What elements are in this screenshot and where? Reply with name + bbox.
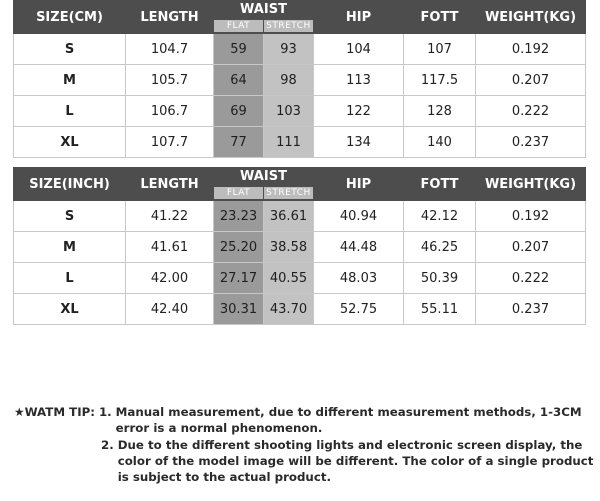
tip-item-number: 1. [98, 405, 112, 419]
table-header-row [14, 168, 586, 201]
weight-column-header: WEIGHT(KG) [476, 168, 586, 201]
length-cell: 107.7 [126, 127, 214, 158]
weight-cell: 0.192 [476, 34, 586, 65]
waist-flat-cell: 23.23 [214, 201, 264, 232]
tip-item-text: Manual measurement, due to different measurement methods, 1-3CM error is a normal phenomenon. [115, 405, 582, 435]
size-cell: XL [14, 127, 126, 158]
table-row [14, 232, 586, 263]
weight-cell: 0.237 [476, 294, 586, 325]
table-row [14, 263, 586, 294]
waist-flat-subheader: FLAT [214, 20, 263, 32]
table-header-row [14, 1, 586, 34]
waist-stretch-cell: 36.61 [264, 201, 314, 232]
length-cell: 104.7 [126, 34, 214, 65]
size-column-header: SIZE(CM) [14, 1, 126, 34]
table-row [14, 294, 586, 325]
fott-cell: 107 [404, 34, 476, 65]
hip-column-header: HIP [314, 168, 404, 201]
waist-stretch-cell: 43.70 [264, 294, 314, 325]
weight-cell: 0.207 [476, 232, 586, 263]
size-cell: S [14, 201, 126, 232]
hip-cell: 134 [314, 127, 404, 158]
size-cell: L [14, 263, 126, 294]
table-row [14, 34, 586, 65]
size-table-inch [13, 167, 586, 325]
length-cell: 42.40 [126, 294, 214, 325]
size-cell: M [14, 232, 126, 263]
waist-stretch-cell: 93 [264, 34, 314, 65]
measurement-tip [14, 404, 594, 485]
waist-stretch-subheader: STRETCH [264, 187, 313, 199]
hip-cell: 52.75 [314, 294, 404, 325]
table-row [14, 201, 586, 232]
fott-column-header: FOTT [404, 1, 476, 34]
length-cell: 41.22 [126, 201, 214, 232]
size-cell: M [14, 65, 126, 96]
fott-cell: 55.11 [404, 294, 476, 325]
hip-cell: 44.48 [314, 232, 404, 263]
waist-flat-cell: 59 [214, 34, 264, 65]
waist-flat-cell: 27.17 [214, 263, 264, 294]
table-row [14, 96, 586, 127]
waist-title: WAIST [240, 169, 287, 184]
length-cell: 106.7 [126, 96, 214, 127]
tip-item-text: Due to the different shooting lights and electronic screen display, the color of the model image will be different. The color of a single product is subject to the actual product. [117, 438, 594, 484]
tip-item-number: 2. [101, 438, 114, 452]
waist-flat-cell: 30.31 [214, 294, 264, 325]
size-cell: L [14, 96, 126, 127]
size-table-cm [13, 0, 586, 158]
hip-cell: 104 [314, 34, 404, 65]
weight-cell: 0.237 [476, 127, 586, 158]
waist-stretch-cell: 40.55 [264, 263, 314, 294]
length-column-header: LENGTH [126, 1, 214, 34]
weight-cell: 0.222 [476, 263, 586, 294]
weight-cell: 0.222 [476, 96, 586, 127]
hip-cell: 48.03 [314, 263, 404, 294]
fott-cell: 46.25 [404, 232, 476, 263]
hip-cell: 122 [314, 96, 404, 127]
size-cell: S [14, 34, 126, 65]
fott-column-header: FOTT [404, 168, 476, 201]
fott-cell: 128 [404, 96, 476, 127]
size-column-header: SIZE(INCH) [14, 168, 126, 201]
length-cell: 42.00 [126, 263, 214, 294]
weight-column-header: WEIGHT(KG) [476, 1, 586, 34]
waist-stretch-subheader: STRETCH [264, 20, 313, 32]
waist-flat-cell: 64 [214, 65, 264, 96]
fott-cell: 42.12 [404, 201, 476, 232]
table-row [14, 127, 586, 158]
table-row [14, 65, 586, 96]
waist-stretch-cell: 111 [264, 127, 314, 158]
fott-cell: 50.39 [404, 263, 476, 294]
fott-cell: 140 [404, 127, 476, 158]
waist-column-header [214, 1, 314, 34]
size-cell: XL [14, 294, 126, 325]
waist-stretch-cell: 103 [264, 96, 314, 127]
hip-column-header: HIP [314, 1, 404, 34]
length-column-header: LENGTH [126, 168, 214, 201]
waist-flat-subheader: FLAT [214, 187, 263, 199]
tip-label: ★WATM TIP: [14, 405, 95, 419]
hip-cell: 113 [314, 65, 404, 96]
weight-cell: 0.207 [476, 65, 586, 96]
length-cell: 105.7 [126, 65, 214, 96]
hip-cell: 40.94 [314, 201, 404, 232]
fott-cell: 117.5 [404, 65, 476, 96]
tip-item [14, 437, 594, 485]
waist-flat-cell: 77 [214, 127, 264, 158]
waist-flat-cell: 69 [214, 96, 264, 127]
waist-column-header [214, 168, 314, 201]
waist-flat-cell: 25.20 [214, 232, 264, 263]
waist-title: WAIST [240, 2, 287, 17]
waist-stretch-cell: 98 [264, 65, 314, 96]
weight-cell: 0.192 [476, 201, 586, 232]
tip-item [95, 404, 594, 436]
waist-stretch-cell: 38.58 [264, 232, 314, 263]
length-cell: 41.61 [126, 232, 214, 263]
